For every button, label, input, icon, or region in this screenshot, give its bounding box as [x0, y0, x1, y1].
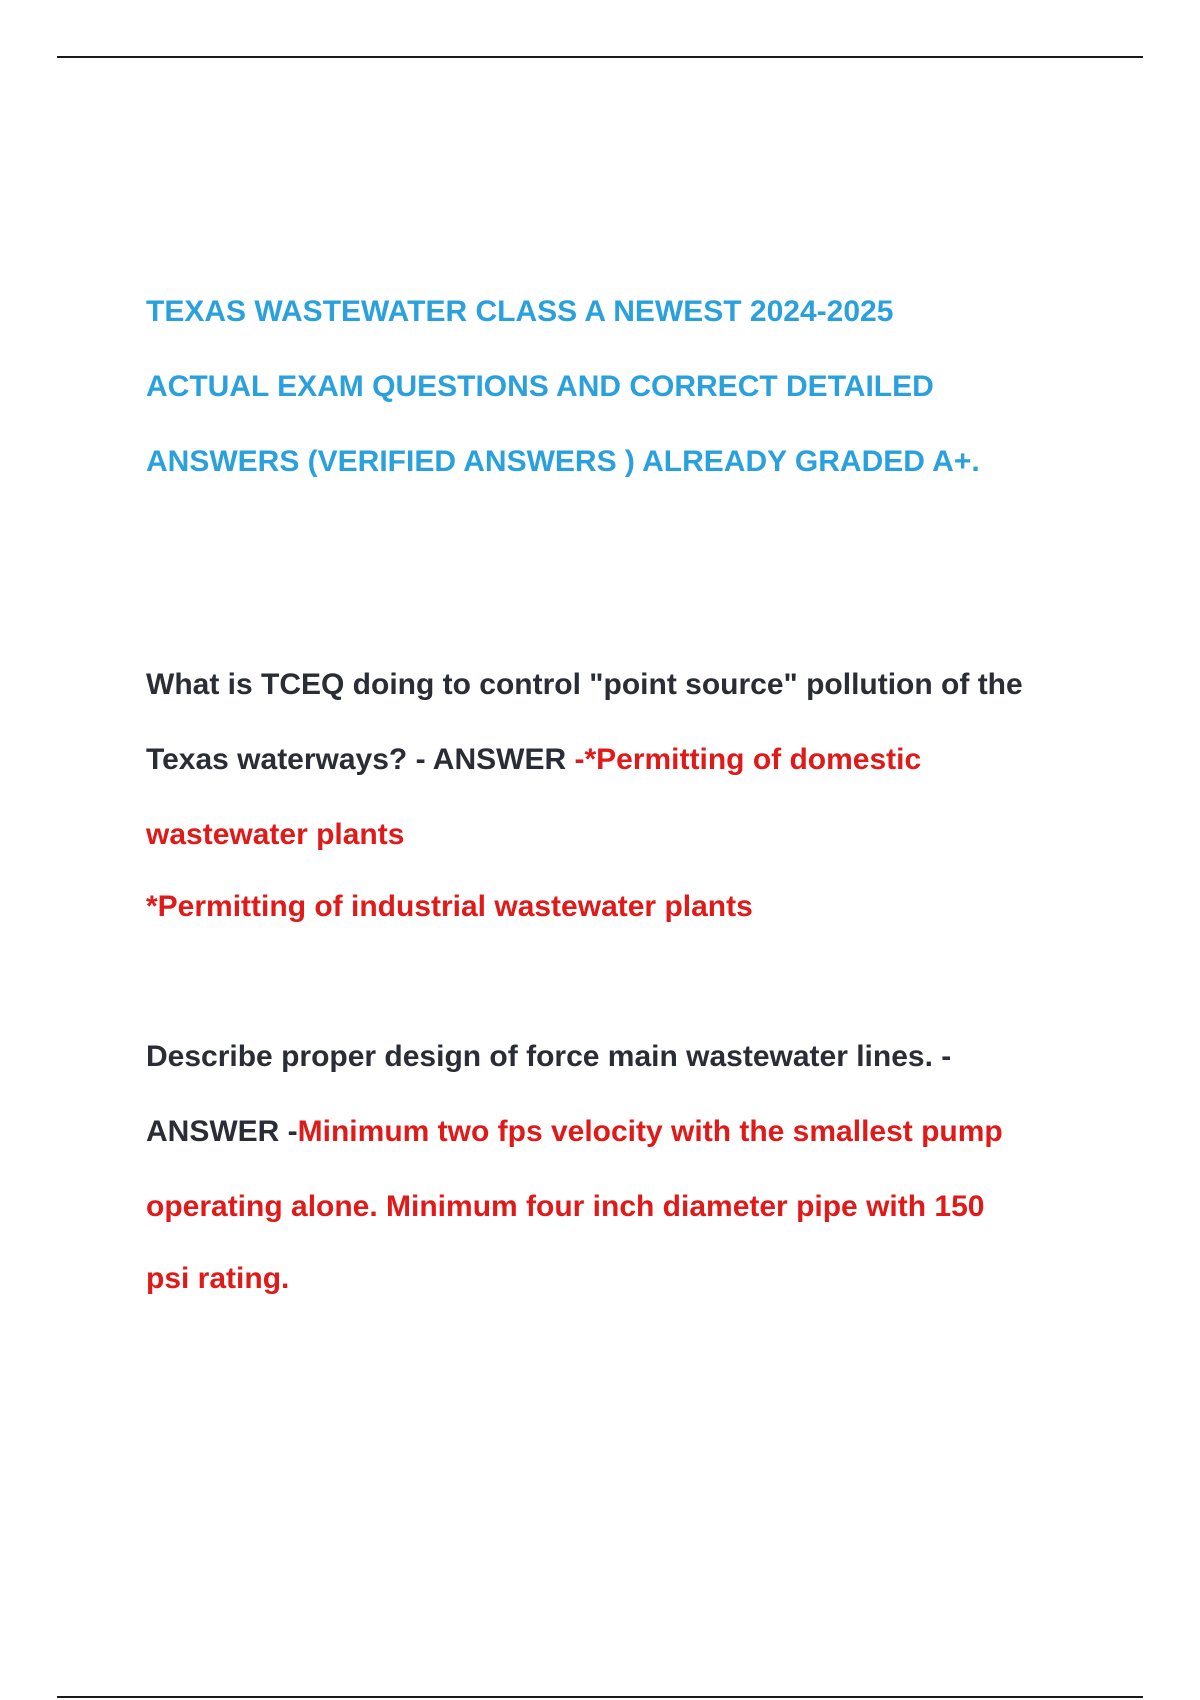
header-rule [57, 56, 1143, 58]
question-text: Describe proper design of force main wastewater lines. - [146, 1040, 952, 1073]
question-text: Texas waterways? - ANSWER [146, 743, 575, 776]
answer-text: Minimum two fps velocity with the smallest pump [297, 1115, 1003, 1148]
qa-1-line-2 [146, 742, 921, 778]
qa-1-line-1 [146, 667, 1023, 703]
document-title-line-3: ANSWERS (VERIFIED ANSWERS ) ALREADY GRADED A+. [146, 445, 980, 478]
document-title-line-2: ACTUAL EXAM QUESTIONS AND CORRECT DETAILED [146, 370, 934, 403]
answer-text: operating alone. Minimum four inch diameter pipe with 150 [146, 1190, 985, 1223]
answer-text: psi rating. [146, 1262, 290, 1295]
qa-2-line-2 [146, 1114, 1003, 1150]
qa-1-line-4 [146, 889, 753, 925]
answer-text: -*Permitting of domestic [574, 743, 922, 776]
question-text: ANSWER - [146, 1115, 298, 1148]
answer-text: wastewater plants [146, 818, 405, 851]
qa-2-line-1 [146, 1039, 951, 1075]
footer-rule [57, 1696, 1143, 1698]
qa-1-line-3 [146, 817, 404, 853]
qa-2-line-4 [146, 1261, 289, 1297]
answer-text: *Permitting of industrial wastewater plants [146, 890, 753, 923]
question-text: What is TCEQ doing to control "point source" pollution of the [146, 668, 1023, 701]
qa-2-line-3 [146, 1189, 984, 1225]
document-title-line-1: TEXAS WASTEWATER CLASS A NEWEST 2024-2025 [146, 295, 894, 328]
